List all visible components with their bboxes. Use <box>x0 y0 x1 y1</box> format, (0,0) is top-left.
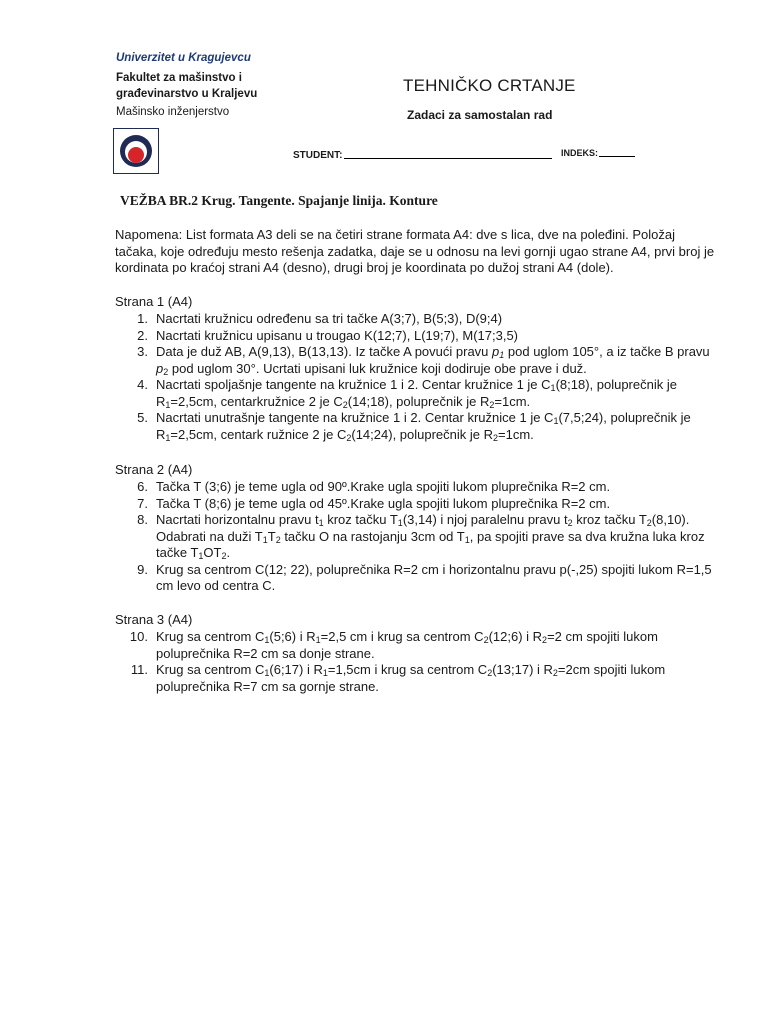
note-paragraph: Napomena: List formata A3 deli se na četiri strane formata A4: dve s lica, dve na poleđini. Položaj tačaka, koje određuju mesto rešenja zadatka, daje se u odnosu na levi gornji ugao strane A4, prvi broj je kordinata po kraćoj strani A4 (desno), drugi broj je koordinata po dužoj strani A4 (dole). <box>115 227 715 275</box>
task-number: 2. <box>137 327 148 343</box>
faculty-name: Fakultet za mašinstvo i građevinarstvo u Kraljevu <box>116 72 258 100</box>
task-text: Tačka T (3;6) je teme ugla od 90º.Krake ugla spojiti lukom pluprečnika R=2 cm. <box>156 479 611 494</box>
task-item <box>115 629 715 662</box>
task-number: 9. <box>137 561 148 577</box>
page-title: TEHNIČKO CRTANJE <box>403 76 576 95</box>
task-number: 11. <box>130 662 148 677</box>
task-item <box>115 479 715 496</box>
task-number: 5. <box>137 410 148 425</box>
section-heading-strana-2: Strana 2 (A4) <box>115 462 193 477</box>
exercise-title: VEŽBA BR.2 Krug. Tangente. Spajanje linija. Konture <box>120 193 438 208</box>
task-number: 10. <box>129 629 148 644</box>
indeks-label: INDEKS: <box>561 148 599 158</box>
task-number: 8. <box>137 512 148 527</box>
student-label: STUDENT: <box>293 150 343 161</box>
student-field[interactable] <box>293 150 552 161</box>
department-name: Mašinsko inženjerstvo <box>116 106 230 118</box>
task-number: 1. <box>137 311 148 326</box>
task-number: 7. <box>137 495 148 511</box>
task-text: Krug sa centrom $C_1(6;17)$ i $R_1=1,5cm$ i krug sa centrom $C_2(13;17)$ i $R_2=2cm$ spojiti lukom poluprečnika R=7 cm sa gornje strane. <box>156 662 666 694</box>
section-list-strana-2 <box>115 479 715 595</box>
task-text: Tačka T (8;6) je teme ugla od 45º.Krake ugla spojiti lukom pluprečnika R=2 cm. <box>156 495 611 511</box>
university-logo <box>113 128 159 174</box>
task-text: Krug sa centrom C(12; 22), poluprečnika R=2 cm i horizontalnu pravu p(-,25) spojiti lukom R=1,5 cm levo od centra C. <box>156 561 712 593</box>
task-item <box>115 410 715 443</box>
task-number: 6. <box>137 479 148 494</box>
indeks-field[interactable] <box>561 148 635 158</box>
section-heading-strana-3: Strana 3 (A4) <box>115 612 193 627</box>
task-text: Data je duž AB, A(9,13), B(13,13). Iz tačke A povući pravu $p_1$ pod uglom 105°, a iz tačke B pravu $p_2$ pod uglom 30°. Ucrtati upisani luk kružnice koji dodiruje obe prave i duž. <box>156 344 710 377</box>
page-subtitle: Zadaci za samostalan rad <box>407 108 553 122</box>
task-item <box>115 377 715 410</box>
student-blank-line[interactable] <box>344 158 552 159</box>
logo-emblem-icon <box>114 129 158 173</box>
task-item <box>115 328 715 345</box>
task-text: Krug sa centrom $C_1(5;6)$ i $R_1=2,5$ cm i krug sa centrom $C_2(12;6)$ i $R_2=2$ cm spojiti lukom poluprečnika R=2 cm sa donje strane. <box>156 629 658 661</box>
task-text: Nacrtati kružnicu upisanu u trougao K(12;7), L(19;7), M(17;3,5) <box>156 327 519 343</box>
task-item <box>115 344 715 377</box>
task-item <box>115 496 715 513</box>
university-name: Univerzitet u Kragujevcu <box>116 52 251 64</box>
task-text: Nacrtati spoljašnje tangente na kružnice 1 i 2. Centar kružnice 1 je $C_1(8;18)$, poluprečnik je $R_1=2,5cm$, centarkružnice 2 je $C_2(14;18)$, poluprečnik je $R_2=1cm$. <box>156 377 677 410</box>
section-list-strana-3 <box>115 629 715 695</box>
task-number: 3. <box>137 344 148 359</box>
task-text: Nacrtati kružnicu određenu sa tri tačke A(3;7), B(5;3), D(9;4) <box>156 311 503 326</box>
section-heading-strana-1: Strana 1 (A4) <box>115 294 193 309</box>
task-text: Nacrtati unutrašnje tangente na kružnice 1 i 2. Centar kružnice 1 je $C_1(7,5;24)$, poluprečnik je $R_1=2,5cm$, centark ružnice 2 je $C_2(14;24)$, poluprečnik je $R_2=1cm$. <box>156 410 691 443</box>
task-item <box>115 311 715 328</box>
task-item <box>115 662 715 695</box>
section-list-strana-1 <box>115 311 715 443</box>
task-number: 4. <box>137 377 148 392</box>
task-text: Nacrtati horizontalnu pravu $t_1$ kroz tačku $T_1(3,14)$ i njoj paralelnu pravu $t_2$ kroz tačku $T_2(8,10)$. Odabrati na duži $T_1T_2$ tačku O na rastojanju 3cm od $T_1$, pa spojiti prave sa dva kružna luka kroz tačke $T_1OT_2$. <box>156 512 705 561</box>
task-item <box>115 512 715 562</box>
indeks-blank-line[interactable] <box>599 156 635 157</box>
task-item <box>115 562 715 595</box>
